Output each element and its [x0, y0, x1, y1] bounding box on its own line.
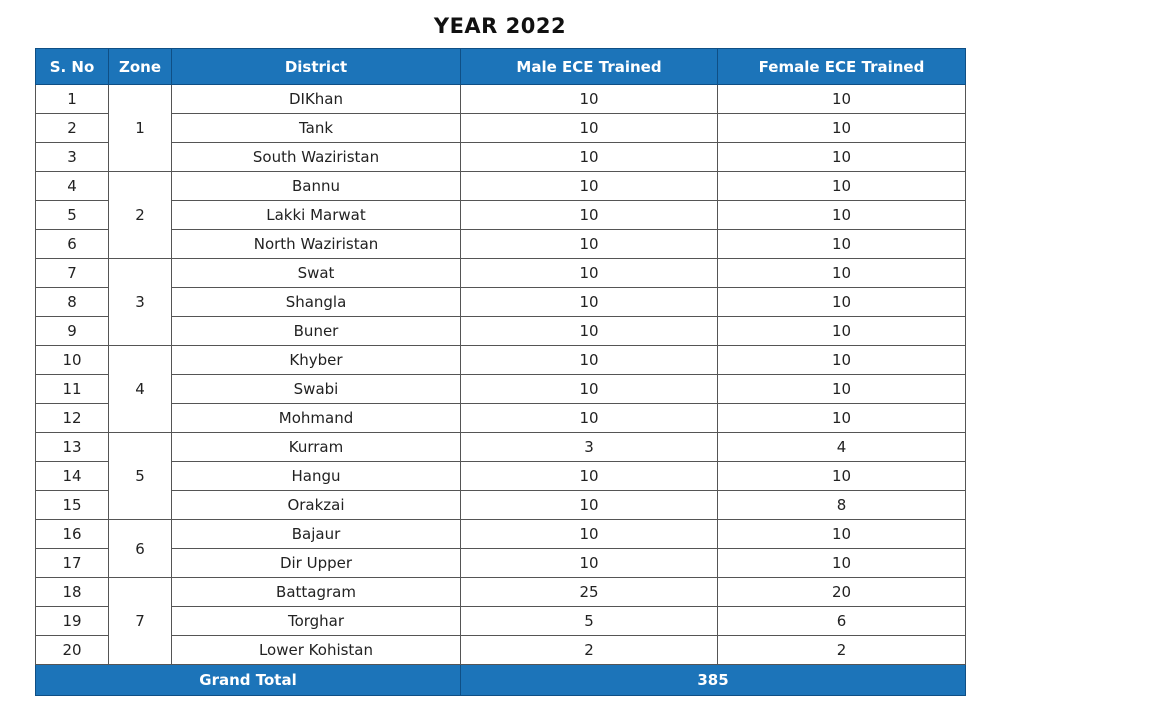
cell-male-ece-trained: 10 — [461, 520, 718, 549]
cell-sno: 1 — [36, 85, 109, 114]
cell-female-ece-trained: 10 — [718, 143, 966, 172]
cell-female-ece-trained: 10 — [718, 288, 966, 317]
cell-district: Swat — [172, 259, 461, 288]
cell-male-ece-trained: 10 — [461, 346, 718, 375]
cell-male-ece-trained: 10 — [461, 85, 718, 114]
cell-male-ece-trained: 5 — [461, 607, 718, 636]
table-row — [36, 578, 966, 607]
cell-male-ece-trained: 10 — [461, 462, 718, 491]
cell-sno: 7 — [36, 259, 109, 288]
cell-district: Kurram — [172, 433, 461, 462]
cell-female-ece-trained: 10 — [718, 259, 966, 288]
cell-sno: 3 — [36, 143, 109, 172]
cell-sno: 11 — [36, 375, 109, 404]
cell-zone: 2 — [109, 172, 172, 259]
cell-female-ece-trained: 8 — [718, 491, 966, 520]
cell-female-ece-trained: 10 — [718, 201, 966, 230]
cell-female-ece-trained: 4 — [718, 433, 966, 462]
cell-male-ece-trained: 10 — [461, 317, 718, 346]
cell-female-ece-trained: 10 — [718, 317, 966, 346]
table-row — [36, 462, 966, 491]
cell-male-ece-trained: 10 — [461, 288, 718, 317]
cell-female-ece-trained: 10 — [718, 230, 966, 259]
cell-female-ece-trained: 2 — [718, 636, 966, 665]
cell-district: Bannu — [172, 172, 461, 201]
cell-sno: 20 — [36, 636, 109, 665]
cell-female-ece-trained: 10 — [718, 375, 966, 404]
cell-district: North Waziristan — [172, 230, 461, 259]
cell-sno: 4 — [36, 172, 109, 201]
cell-district: Bajaur — [172, 520, 461, 549]
cell-district: Shangla — [172, 288, 461, 317]
header-male-ece-trained: Male ECE Trained — [461, 49, 718, 85]
cell-sno: 18 — [36, 578, 109, 607]
cell-district: Battagram — [172, 578, 461, 607]
cell-district: Mohmand — [172, 404, 461, 433]
table-row — [36, 288, 966, 317]
cell-female-ece-trained: 10 — [718, 85, 966, 114]
table-row — [36, 172, 966, 201]
table-row — [36, 114, 966, 143]
cell-male-ece-trained: 10 — [461, 549, 718, 578]
cell-male-ece-trained: 10 — [461, 404, 718, 433]
header-district: District — [172, 49, 461, 85]
cell-male-ece-trained: 10 — [461, 143, 718, 172]
cell-district: Hangu — [172, 462, 461, 491]
table-row — [36, 346, 966, 375]
cell-sno: 13 — [36, 433, 109, 462]
table-row — [36, 636, 966, 665]
cell-male-ece-trained: 10 — [461, 201, 718, 230]
cell-male-ece-trained: 3 — [461, 433, 718, 462]
grand-total-row — [36, 665, 966, 696]
cell-male-ece-trained: 10 — [461, 259, 718, 288]
cell-male-ece-trained: 10 — [461, 114, 718, 143]
cell-female-ece-trained: 10 — [718, 549, 966, 578]
table-row — [36, 85, 966, 114]
cell-district: Swabi — [172, 375, 461, 404]
cell-female-ece-trained: 10 — [718, 172, 966, 201]
cell-zone: 6 — [109, 520, 172, 578]
ece-training-table — [35, 48, 966, 696]
header-female-ece-trained: Female ECE Trained — [718, 49, 966, 85]
cell-female-ece-trained: 10 — [718, 462, 966, 491]
cell-sno: 12 — [36, 404, 109, 433]
table-row — [36, 404, 966, 433]
cell-sno: 8 — [36, 288, 109, 317]
table-row — [36, 259, 966, 288]
header-zone: Zone — [109, 49, 172, 85]
cell-zone: 7 — [109, 578, 172, 665]
table-row — [36, 433, 966, 462]
cell-sno: 16 — [36, 520, 109, 549]
table-body — [36, 85, 966, 665]
cell-zone: 1 — [109, 85, 172, 172]
cell-district: Lakki Marwat — [172, 201, 461, 230]
cell-district: Torghar — [172, 607, 461, 636]
table-row — [36, 520, 966, 549]
cell-female-ece-trained: 6 — [718, 607, 966, 636]
cell-zone: 5 — [109, 433, 172, 520]
cell-sno: 2 — [36, 114, 109, 143]
table-row — [36, 549, 966, 578]
cell-male-ece-trained: 10 — [461, 172, 718, 201]
cell-male-ece-trained: 10 — [461, 491, 718, 520]
cell-zone: 3 — [109, 259, 172, 346]
cell-district: South Waziristan — [172, 143, 461, 172]
cell-district: Lower Kohistan — [172, 636, 461, 665]
table-row — [36, 230, 966, 259]
table-row — [36, 607, 966, 636]
cell-district: Dir Upper — [172, 549, 461, 578]
cell-district: Khyber — [172, 346, 461, 375]
cell-female-ece-trained: 10 — [718, 346, 966, 375]
table-row — [36, 491, 966, 520]
cell-district: Buner — [172, 317, 461, 346]
cell-male-ece-trained: 10 — [461, 375, 718, 404]
table-row — [36, 375, 966, 404]
cell-sno: 19 — [36, 607, 109, 636]
cell-district: DIKhan — [172, 85, 461, 114]
cell-sno: 17 — [36, 549, 109, 578]
cell-sno: 5 — [36, 201, 109, 230]
cell-sno: 6 — [36, 230, 109, 259]
cell-district: Orakzai — [172, 491, 461, 520]
grand-total-value: 385 — [461, 665, 966, 696]
cell-sno: 15 — [36, 491, 109, 520]
cell-female-ece-trained: 10 — [718, 520, 966, 549]
cell-male-ece-trained: 10 — [461, 230, 718, 259]
table-header-row — [36, 49, 966, 85]
cell-sno: 9 — [36, 317, 109, 346]
table-row — [36, 317, 966, 346]
cell-sno: 10 — [36, 346, 109, 375]
cell-zone: 4 — [109, 346, 172, 433]
cell-female-ece-trained: 10 — [718, 114, 966, 143]
table-row — [36, 143, 966, 172]
cell-female-ece-trained: 20 — [718, 578, 966, 607]
cell-male-ece-trained: 25 — [461, 578, 718, 607]
header-sno: S. No — [36, 49, 109, 85]
cell-district: Tank — [172, 114, 461, 143]
cell-female-ece-trained: 10 — [718, 404, 966, 433]
cell-male-ece-trained: 2 — [461, 636, 718, 665]
table-row — [36, 201, 966, 230]
grand-total-label: Grand Total — [36, 665, 461, 696]
cell-sno: 14 — [36, 462, 109, 491]
page-title: YEAR 2022 — [433, 14, 567, 38]
